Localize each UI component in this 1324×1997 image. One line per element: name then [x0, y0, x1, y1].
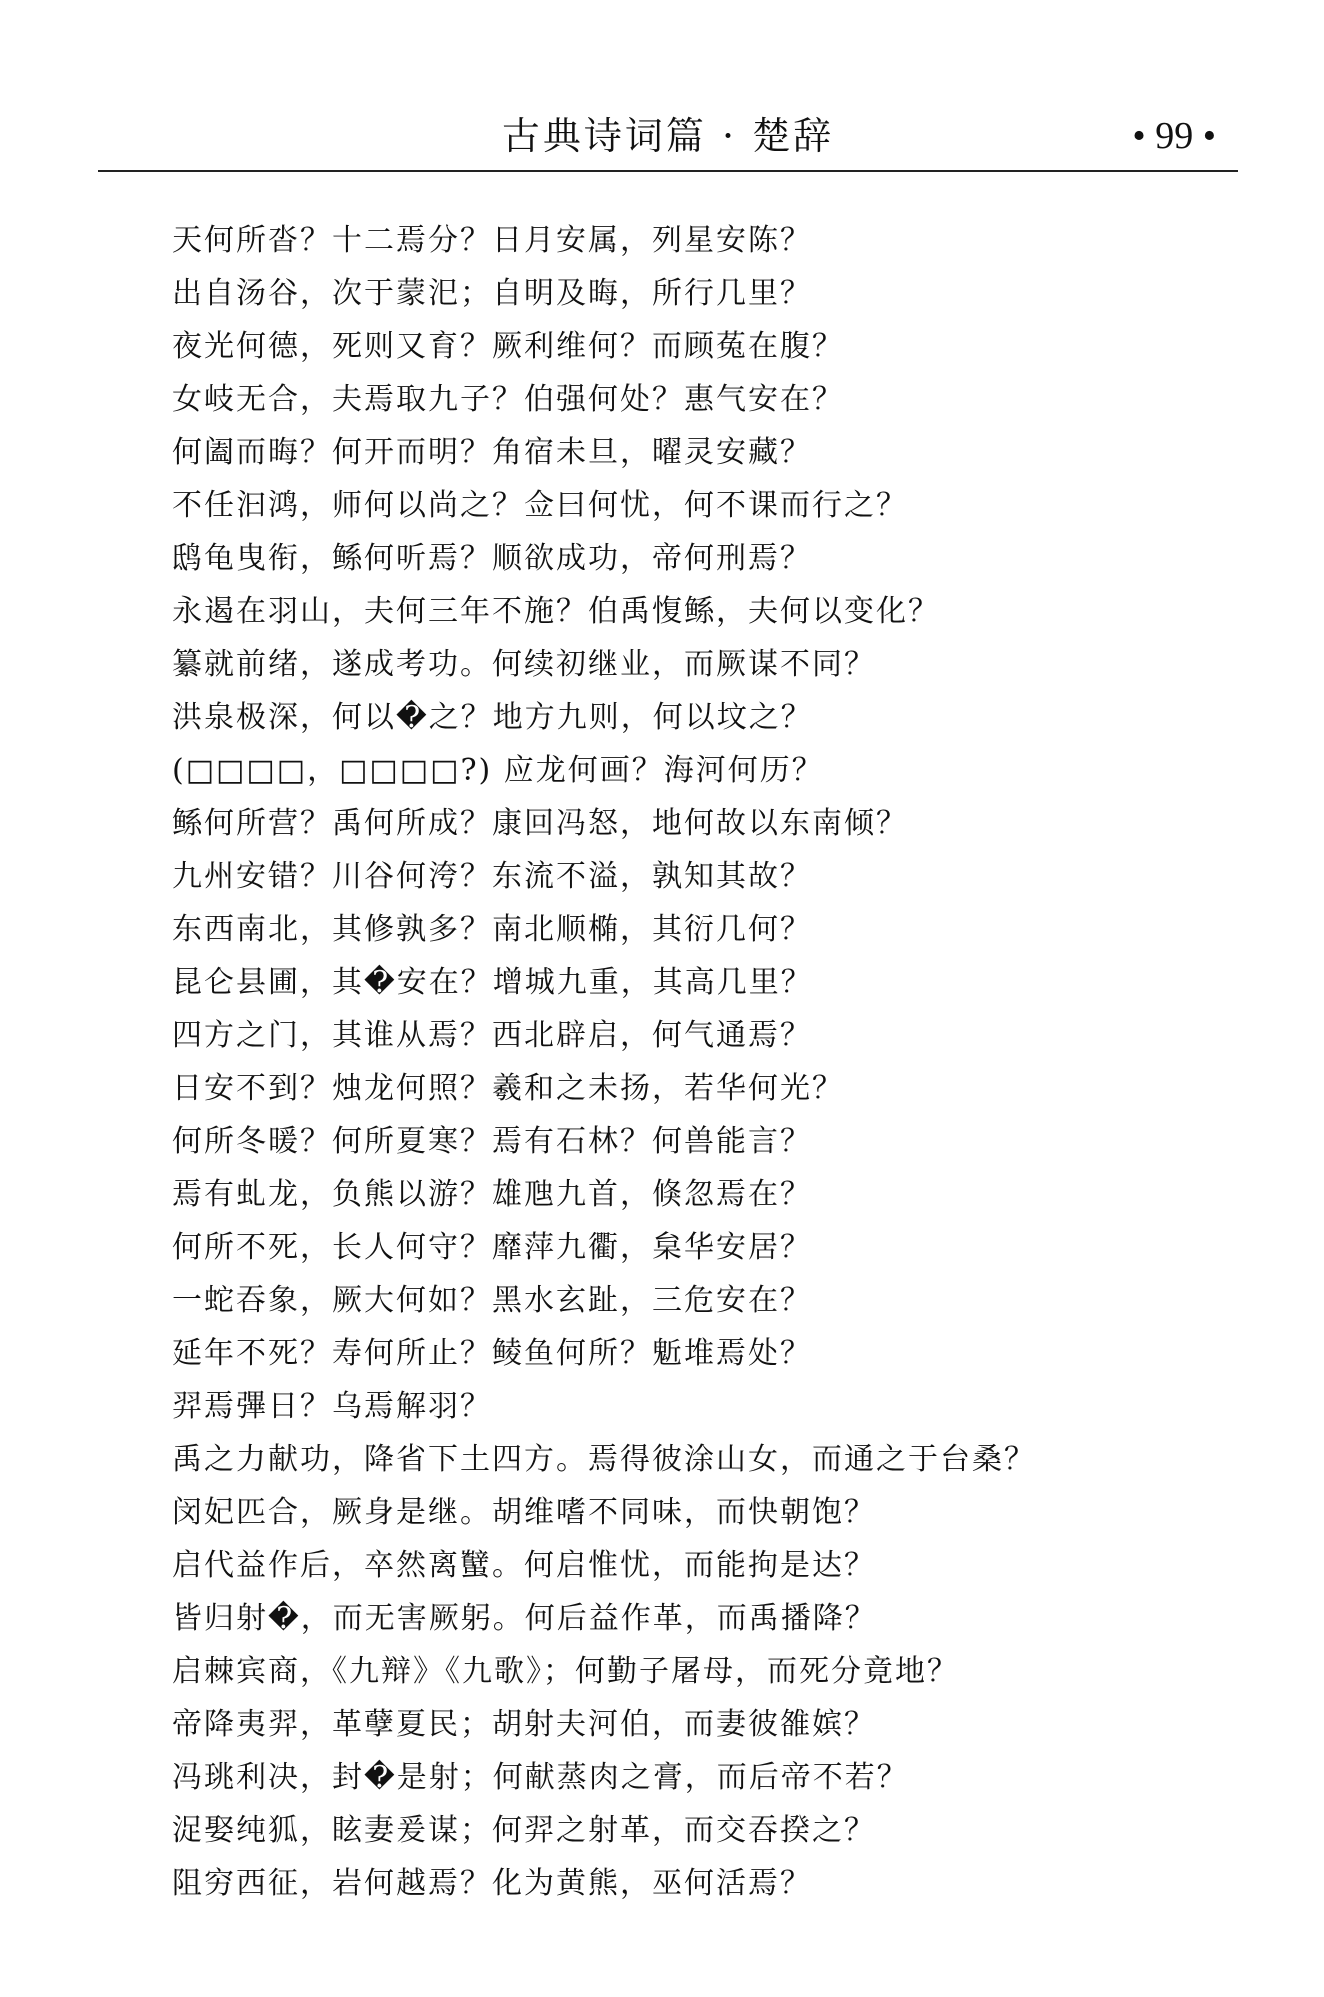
verse-line: 皆归射�，而无害厥躬。何后益作革，而禹播降？ — [172, 1601, 877, 1636]
verse-line: 何所不死，长人何守？靡萍九衢，枲华安居？ — [172, 1230, 812, 1265]
verse-line: (□□□□，□□□□?) 应龙何画？海河何历？ — [172, 753, 824, 788]
page-number: • 99 • — [1132, 115, 1216, 157]
verse-line: 启棘宾商，《九辩》《九歌》；何勤子屠母，而死分竟地？ — [172, 1654, 959, 1689]
verse-line: 昆仑县圃，其�安在？增城九重，其高几里？ — [172, 965, 813, 1000]
verse-line: 九州安错？川谷何洿？东流不溢，孰知其故？ — [172, 859, 812, 894]
verse-line: 阻穷西征，岩何越焉？化为黄熊，巫何活焉？ — [172, 1866, 812, 1901]
verse-line: 永遏在羽山，夫何三年不施？伯禹愎鲧，夫何以变化？ — [172, 594, 940, 629]
verse-line: 何阖而晦？何开而明？角宿未旦，曜灵安藏？ — [172, 435, 812, 470]
verse-line: 夜光何德，死则又育？厥利维何？而顾菟在腹？ — [172, 329, 844, 364]
verse-line: 延年不死？寿何所止？鲮鱼何所？鬿堆焉处？ — [172, 1336, 812, 1371]
verse-line: 帝降夷羿，革孽夏民；胡射夫河伯，而妻彼雒嫔？ — [172, 1707, 876, 1742]
verse-line: 日安不到？烛龙何照？羲和之未扬，若华何光？ — [172, 1071, 844, 1106]
verse-line: 冯珧利决，封�是射；何献蒸肉之膏，而后帝不若？ — [172, 1760, 909, 1795]
verse-line: 出自汤谷，次于蒙汜；自明及晦，所行几里？ — [172, 276, 812, 311]
verse-line: 一蛇吞象，厥大何如？黑水玄趾，三危安在？ — [172, 1283, 812, 1318]
verse-line: 纂就前绪，遂成考功。何续初继业，而厥谋不同？ — [172, 647, 876, 682]
running-header — [98, 100, 1238, 172]
verse-line: 鲧何所营？禹何所成？康回冯怒，地何故以东南倾？ — [172, 806, 908, 841]
verse-line: 闵妃匹合，厥身是继。胡维嗜不同味，而快朝饱？ — [172, 1495, 876, 1530]
verse-line: 启代益作后，卒然离蠥。何启惟忧，而能拘是达？ — [172, 1548, 876, 1583]
verse-line: 天何所沓？十二焉分？日月安属，列星安陈？ — [172, 223, 812, 258]
verse-line: 不任汩鸿，师何以尚之？佥曰何忧，何不课而行之？ — [172, 488, 908, 523]
verse-line: 鸱龟曳衔，鲧何听焉？顺欲成功，帝何刑焉？ — [172, 541, 812, 576]
verse-line: 四方之门，其谁从焉？西北辟启，何气通焉？ — [172, 1018, 812, 1053]
verse-line: 羿焉彃日？乌焉解羽？ — [172, 1389, 492, 1424]
header-rule — [98, 170, 1238, 172]
verse-line: 女岐无合，夫焉取九子？伯强何处？惠气安在？ — [172, 382, 844, 417]
header-title: 古典诗词篇 · 楚辞 — [501, 114, 835, 158]
verse-line: 洪泉极深，何以�之？地方九则，何以坟之？ — [172, 700, 813, 735]
verse-line: 禹之力献功，降省下土四方。焉得彼涂山女，而通之于台桑？ — [172, 1442, 1036, 1477]
poem-text — [172, 214, 1232, 1910]
verse-line: 焉有虬龙，负熊以游？雄虺九首，倏忽焉在？ — [172, 1177, 812, 1212]
verse-line: 何所冬暖？何所夏寒？焉有石林？何兽能言？ — [172, 1124, 812, 1159]
verse-line: 浞娶纯狐，眩妻爰谋；何羿之射革，而交吞揆之？ — [172, 1813, 876, 1848]
verse-line: 东西南北，其修孰多？南北顺椭，其衍几何？ — [172, 912, 812, 947]
